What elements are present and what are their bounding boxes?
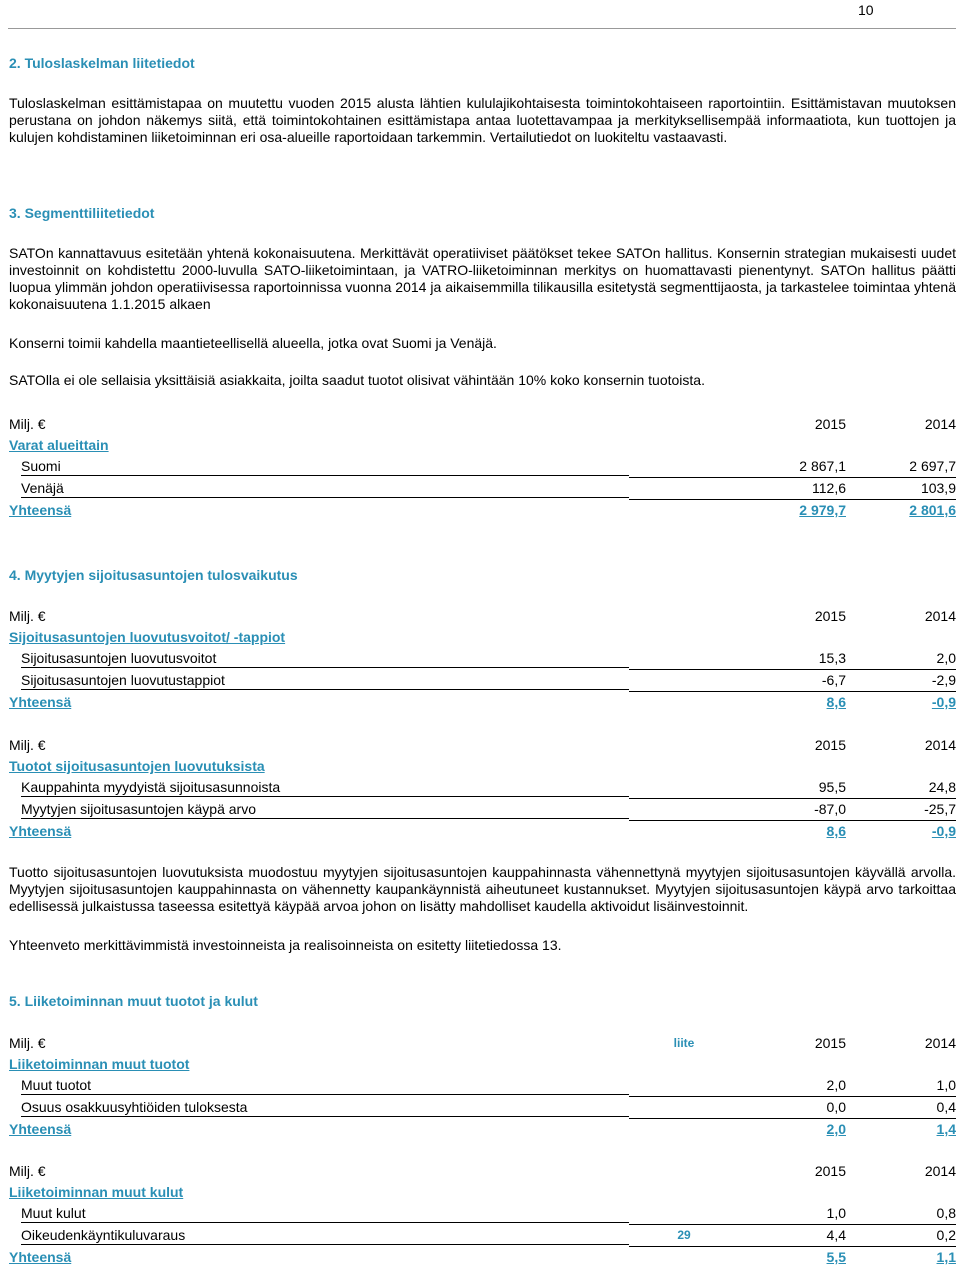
row-value-2015: 2 867,1 — [739, 456, 846, 478]
row-value-2015: 0,0 — [739, 1097, 846, 1119]
row-label: Oikeudenkäyntikuluvaraus — [21, 1227, 629, 1245]
table-header-row — [9, 1161, 956, 1182]
table-header-row — [9, 735, 956, 756]
table-subheading-row — [9, 1182, 956, 1203]
year-2014-header: 2014 — [924, 737, 956, 753]
row-value-2015: 1,0 — [739, 1203, 846, 1225]
row-label: Myytyjen sijoitusasuntojen käypä arvo — [21, 801, 629, 819]
table-row — [9, 1075, 956, 1097]
section-3-title: 3. Segmenttiliitetiedot — [9, 205, 155, 221]
unit-label: Milj. € — [9, 1163, 46, 1179]
row-value-2014: 0,2 — [846, 1225, 956, 1247]
row-note — [629, 1203, 739, 1225]
table-subheading-row — [9, 435, 956, 456]
row-label: Sijoitusasuntojen luovutustappiot — [21, 672, 629, 690]
table-total-row — [9, 1247, 956, 1269]
total-value-2014: -0,9 — [931, 823, 956, 839]
row-value-2015: -6,7 — [739, 670, 846, 692]
row-note — [629, 1075, 739, 1097]
total-value-2014: -0,9 — [931, 694, 956, 710]
table-row — [9, 1097, 956, 1119]
row-label: Muut tuotot — [21, 1077, 629, 1095]
row-value-2014: -2,9 — [846, 670, 956, 692]
row-label: Suomi — [21, 458, 629, 476]
row-value-2014: 0,8 — [846, 1203, 956, 1225]
year-2015-header: 2015 — [814, 1035, 846, 1051]
row-value-2015: 15,3 — [739, 648, 846, 670]
table-total-row — [9, 500, 956, 522]
total-label: Yhteensä — [9, 501, 72, 518]
section-2-text: Tuloslaskelman esittämistapaa on muutettu vuoden 2015 alusta lähtien kululajikohtaisesta toimintokohtaiseen raportointiin. Esittämistavan muutoksen perustana on johdon näkemys siitä, että toimintokohtainen esittämistapa antaa luotettavampaa ja merkityksellisempää informaatiota, kun tuottojen ja kulujen kohdistaminen liiketoiminnan eri osa-alueille raportoidaan tarkemmin. Vertailutiedot on luokiteltu vastaavasti. — [9, 95, 956, 145]
section-3-paragraph-1: SATOn kannattavuus esitetään yhtenä kokonaisuutena. Merkittävät operatiiviset päätökset tekee SATOn hallitus. Konsernin strategian mukaisesti uudet investoinnit on kohdistettu 2000-luvulla SATO-liiketoimintaan, ja VATRO-liiketoiminnan merkitys on huomattavasti pienentynyt. SATOn hallitus päätti luopua ylimmän johdon operatiivisessa raportoinnissa vuonna 2014 ja aikaisemmilla tilikausilla esitetystä segmenttijaosta, ja tarkastelee toimintaa yhtenä kokonaisuutena 1.1.2015 alkaen — [9, 245, 956, 312]
table-row — [9, 670, 956, 692]
unit-label: Milj. € — [9, 737, 46, 753]
row-value-2014: 24,8 — [846, 777, 956, 799]
assets-by-region-table — [9, 414, 956, 521]
year-2014-header: 2014 — [924, 1035, 956, 1051]
note-column-header: liite — [673, 1036, 695, 1050]
row-value-2015: 2,0 — [739, 1075, 846, 1097]
table-subheading: Liiketoiminnan muut kulut — [9, 1184, 184, 1200]
row-value-2014: 2,0 — [846, 648, 956, 670]
table-subheading-row — [9, 756, 956, 777]
table-row — [9, 648, 956, 670]
row-value-2015: -87,0 — [739, 799, 846, 821]
row-label: Muut kulut — [21, 1205, 629, 1223]
table-total-row — [9, 1119, 956, 1141]
total-value-2015: 2 979,7 — [799, 502, 846, 518]
row-value-2014: 2 697,7 — [846, 456, 956, 478]
unit-label: Milj. € — [9, 608, 46, 624]
header-rule — [8, 28, 956, 29]
row-label: Sijoitusasuntojen luovutusvoitot — [21, 650, 629, 668]
table-row — [9, 777, 956, 799]
investment-proceeds-table — [9, 735, 956, 842]
year-2015-header: 2015 — [814, 608, 846, 624]
unit-label: Milj. € — [9, 1035, 46, 1051]
row-label: Kauppahinta myydyistä sijoitusasunnoista — [21, 779, 629, 797]
year-2015-header: 2015 — [814, 1163, 846, 1179]
year-2014-header: 2014 — [924, 1163, 956, 1179]
total-label: Yhteensä — [9, 693, 72, 710]
row-value-2014: 0,4 — [846, 1097, 956, 1119]
year-2014-header: 2014 — [924, 416, 956, 432]
row-note: 29 — [629, 1225, 739, 1247]
total-value-2014: 1,4 — [936, 1121, 956, 1137]
row-value-2015: 4,4 — [739, 1225, 846, 1247]
table-subheading-row — [9, 627, 956, 648]
section-4-paragraph-2: Yhteenveto merkittävimmistä investoinneista ja realisoinneista on esitetty liitetiedossa 13. — [9, 937, 562, 953]
table-subheading: Varat alueittain — [9, 437, 109, 453]
other-operating-expenses-table — [9, 1161, 956, 1268]
row-value-2014: 1,0 — [846, 1075, 956, 1097]
row-label: Osuus osakkuusyhtiöiden tuloksesta — [21, 1099, 629, 1117]
table-row — [9, 478, 956, 500]
table-total-row — [9, 692, 956, 714]
row-value-2014: 103,9 — [846, 478, 956, 500]
investment-gains-losses-table — [9, 606, 956, 713]
table-subheading: Sijoitusasuntojen luovutusvoitot/ -tappiot — [9, 629, 286, 645]
table-row — [9, 1203, 956, 1225]
row-value-2014: -25,7 — [846, 799, 956, 821]
year-2015-header: 2015 — [814, 737, 846, 753]
section-3-paragraph-2: Konserni toimii kahdella maantieteellisellä alueella, jotka ovat Suomi ja Venäjä. — [9, 335, 497, 351]
table-header-row — [9, 414, 956, 435]
table-row — [9, 456, 956, 478]
total-value-2015: 2,0 — [826, 1121, 846, 1137]
section-4-paragraph-1: Tuotto sijoitusasuntojen luovutuksista muodostuu myytyjen sijoitusasuntojen kauppahinnasta vähennettynä myytyjen sijoitusasuntojen käyvällä arvolla. Myytyjen sijoitusasuntojen kauppahinnasta on vähennetty kaupankäynnistä aiheutuneet kustannukset. Myytyjen sijoitusasuntojen käypä arvo tarkoittaa edellisessä julkaistussa taseessa esitettyä käypää arvoa johon on lisätty mahdolliset kaudella aktivoidut lisäinvestoinnit. — [9, 864, 956, 914]
section-5-title: 5. Liiketoiminnan muut tuotot ja kulut — [9, 993, 258, 1009]
row-value-2015: 112,6 — [739, 478, 846, 500]
total-label: Yhteensä — [9, 1248, 72, 1265]
table-row — [9, 799, 956, 821]
year-2014-header: 2014 — [924, 608, 956, 624]
table-subheading: Tuotot sijoitusasuntojen luovutuksista — [9, 758, 265, 774]
table-header-row — [9, 606, 956, 627]
section-3-paragraph-3: SATOlla ei ole sellaisia yksittäisiä asiakkaita, joilta saadut tuotot olisivat vähintään 10% koko konsernin tuotoista. — [9, 372, 705, 388]
row-value-2015: 95,5 — [739, 777, 846, 799]
table-subheading: Liiketoiminnan muut tuotot — [9, 1056, 190, 1072]
year-2015-header: 2015 — [814, 416, 846, 432]
row-note — [629, 1097, 739, 1119]
other-operating-income-table — [9, 1033, 956, 1140]
table-header-row — [9, 1033, 956, 1054]
total-value-2015: 5,5 — [826, 1249, 846, 1265]
total-label: Yhteensä — [9, 1120, 72, 1137]
total-value-2015: 8,6 — [826, 694, 846, 710]
section-4-title: 4. Myytyjen sijoitusasuntojen tulosvaikutus — [9, 567, 298, 583]
table-total-row — [9, 821, 956, 843]
unit-label: Milj. € — [9, 416, 46, 432]
page-number: 10 — [858, 2, 874, 18]
total-label: Yhteensä — [9, 822, 72, 839]
total-value-2014: 2 801,6 — [909, 502, 956, 518]
table-row — [9, 1225, 956, 1247]
table-subheading-row — [9, 1054, 956, 1075]
row-label: Venäjä — [21, 480, 629, 498]
total-value-2014: 1,1 — [936, 1249, 956, 1265]
section-2-title: 2. Tuloslaskelman liitetiedot — [9, 55, 195, 71]
total-value-2015: 8,6 — [826, 823, 846, 839]
